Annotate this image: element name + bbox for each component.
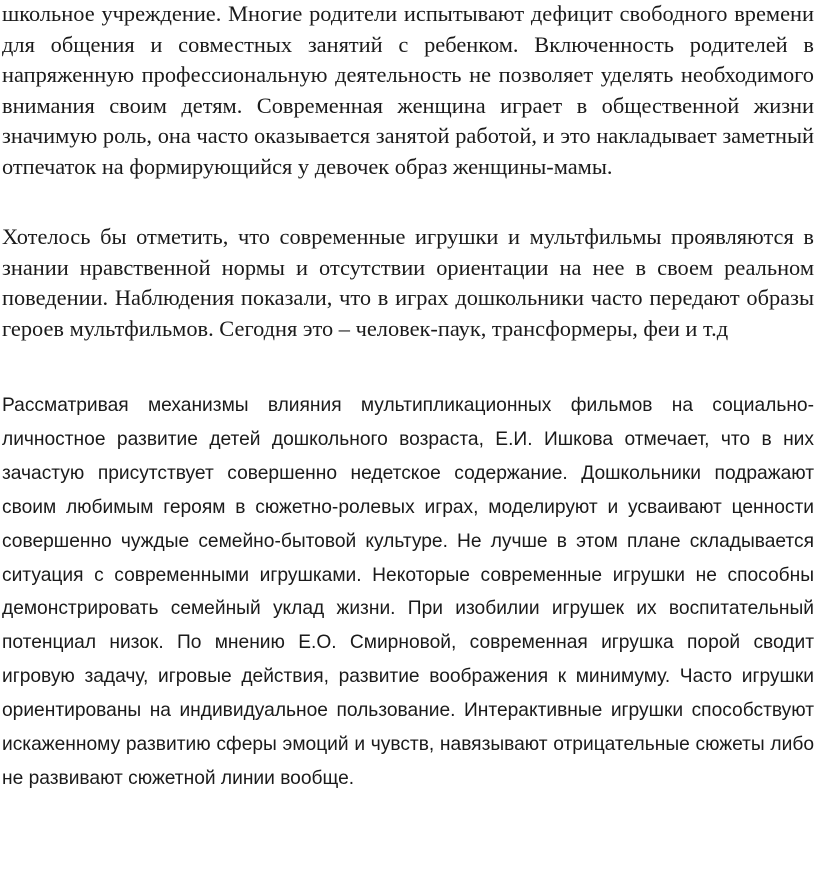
paragraph-modern-toys-cartoons: Хотелось бы отметить, что современные игрушки и мультфильмы проявляются в знании нравственной нормы и отсутствии ориентации на нее в своем реальном поведении. Наблюдения показали, что в играх дошкольники часто передают образы героев мультфильмов. Сегодня это – человек-паук, трансформеры, феи и т.д: [2, 224, 814, 341]
paragraph-parental-time: школьное учреждение. Многие родители испытывают дефицит свободного времени для общения и совместных занятий с ребенком. Включенность родителей в напряженную профессиональную деятельность не позволяет уделять необходимого внимания своим детям. Современная женщина играет в общественной жизни значимую роль, она часто оказывается занятой работой, и это накладывает заметный отпечаток на формирующийся у девочек образ женщины-мамы.: [2, 1, 814, 179]
paragraph-cartoon-influence: Рассматривая механизмы влияния мультипликационных фильмов на социально-личностное развитие детей дошкольного возраста, Е.И. Ишкова отмечает, что в них зачастую присутствует совершенно недетское содержание. Дошкольники подражают своим любимым героям в сюжетно-ролевых играх, моделируют и усваивают ценности совершенно чуждые семейно-бытовой культуре. Не лучше в этом плане складывается ситуация с современными игрушками. Некоторые современные игрушки не способны демонстрировать семейный уклад жизни. При изобилии игрушек их воспитательный потенциал низок. По мнению Е.О. Смирновой, современная игрушка порой сводит игровую задачу, игровые действия, развитие воображения к минимуму. Часто игрушки ориентированы на индивидуальное пользование. Интерактивные игрушки способствуют искаженному развитию сферы эмоций и чувств, навязывают отрицательные сюжеты либо не развивают сюжетной линии вообще.: [2, 395, 814, 789]
